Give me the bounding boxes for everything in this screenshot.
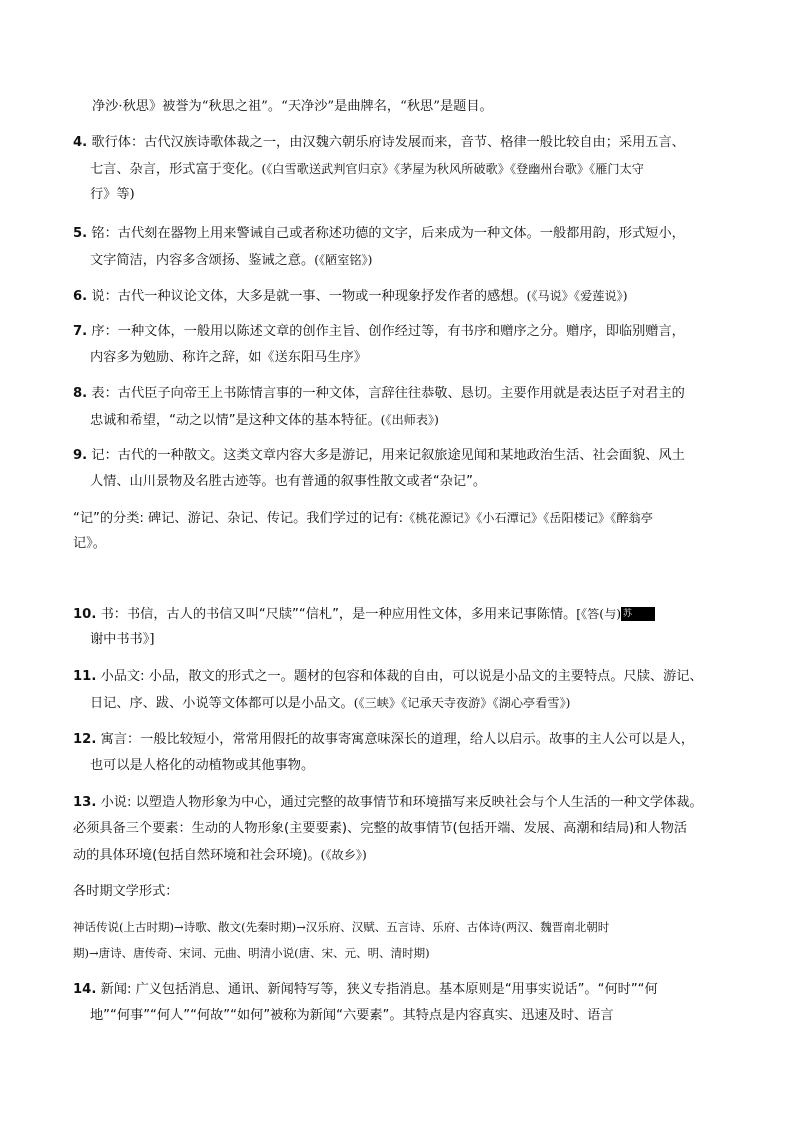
text-line <box>90 156 740 183</box>
item-number: 11. <box>73 669 97 684</box>
item-number: 6. <box>73 289 88 304</box>
item-text: 表：古代臣子向帝王上书陈情言事的一种文体，言辞往往恭敬、恳切。主要作用就是表达臣子对君主的 <box>91 386 685 401</box>
text-line: 谢中书书》] <box>90 632 155 647</box>
section-heading: 各时期文学形式： <box>73 884 179 899</box>
text-line: 也可以是人格化的动植物或其他事物。 <box>90 758 315 773</box>
text-line: 记》。 <box>73 536 106 551</box>
item-number: 14. <box>73 982 97 997</box>
item-number: 4. <box>73 135 88 150</box>
list-item <box>73 283 733 310</box>
item-text-reference: 《桃花源记》《小石潭记》《岳阳楼记》《醉翁亭 <box>403 511 653 525</box>
list-item <box>73 443 733 469</box>
text-line <box>90 690 740 717</box>
item-number: 10. <box>73 607 97 622</box>
text-line: 地”“何事”“何人”“何故”“如何”被称为新闻“六要素”。其特点是内容真实、迅速及时、语言 <box>90 1008 614 1023</box>
item-text: 文字简洁，内容多含颂扬、鉴诫之意。 <box>90 253 315 268</box>
list-item <box>73 664 733 690</box>
text-line <box>73 505 733 532</box>
item-number: 5. <box>73 226 88 241</box>
text-line <box>90 247 740 274</box>
text-line: 神话传说(上古时期)→诗歌、散文(先秦时期)→汉乐府、汉赋、五言诗、乐府、古体诗(两汉、魏晋南北朝时 <box>73 920 610 934</box>
item-number: 9. <box>73 448 88 463</box>
list-item <box>73 319 733 345</box>
item-text-reference: (《白雪歌送武判官归京》《茅屋为秋风所破歌》《登幽州台歌》《雁门太守 <box>261 162 644 176</box>
item-text: 日记、序、跋、小说等文体都可以是小品文。 <box>90 696 354 711</box>
item-text-reference: (《故乡》) <box>320 848 367 862</box>
list-item <box>73 727 733 753</box>
item-text-reference: (《三峡》《记承天寺夜游》《湖心亭看雪》) <box>353 696 571 710</box>
text-line: 必须具备三个要素：生动的人物形象(主要要素)、完整的故事情节(包括开端、发展、高潮和结局)和人物活 <box>73 821 688 836</box>
list-item <box>73 790 733 816</box>
item-text-reference: (《出师表》) <box>380 413 439 427</box>
item-text: 七言、杂言，形式富于变化。 <box>90 162 262 177</box>
text-line: 人情、山川景物及名胜古迹等。也有普通的叙事性散文或者“杂记”。 <box>90 474 487 489</box>
item-text: 书：书信，古人的书信又叫“尺牍”“信札”，是一种应用性文体，多用来记事陈情。 <box>100 607 577 622</box>
item-number: 8. <box>73 386 88 401</box>
item-number: 12. <box>73 732 97 747</box>
item-text: 序：一种文体，一般用以陈述文章的创作主旨、创作经过等，有书序和赠序之分。赠序，即临别赠言， <box>91 324 685 339</box>
item-text: 动的具体环境(包括自然环境和社会环境)。 <box>73 848 321 863</box>
item-text: 说：古代一种议论文体，大多是就一事、一物或一种现象抒发作者的感想。 <box>91 289 527 304</box>
item-text: 小说: 以塑造人物形象为中心，通过完整的故事情节和环境描写来反映社会与个人生活的一种文学体裁。 <box>100 795 703 810</box>
list-item <box>73 381 733 407</box>
item-text: 新闻: 广义包括消息、通讯、新闻特写等，狭义专指消息。基本原则是“用事实说话”。“何时”“何 <box>100 982 658 997</box>
text-line: 净沙·秋思》被誉为“秋思之祖”。“天净沙”是曲牌名，“秋思”是题目。 <box>92 99 493 114</box>
item-text: 铭：古代刻在器物上用来警诫自己或者称述功德的文字，后来成为一种文体。一般都用韵，形式短小， <box>91 226 685 241</box>
item-text-reference: (《马说》《爱莲说》) <box>526 289 628 303</box>
list-item <box>73 977 733 1003</box>
text-line: 内容多为勉励、称许之辞，如《送东阳马生序》 <box>90 350 367 365</box>
item-number: 13. <box>73 795 97 810</box>
list-item <box>73 130 733 156</box>
item-text: 寓言：一般比较短小，常常用假托的故事寄寓意味深长的道理，给人以启示。故事的主人公可以是人， <box>100 732 695 747</box>
item-text: 记：古代的一种散文。这类文章内容大多是游记，用来记叙旅途见闻和某地政治生活、社会面貌、风土 <box>91 448 685 463</box>
item-number: 7. <box>73 324 88 339</box>
redaction-box: 苏 <box>621 607 655 621</box>
paragraph-text: “记”的分类: 碑记、游记、杂记、传记。我们学过的记有: <box>73 511 404 526</box>
text-line: 行》等) <box>90 187 135 202</box>
text-line <box>73 842 733 869</box>
item-text-reference: [《答(与) <box>576 607 622 621</box>
text-line: 期)→唐诗、唐传奇、宋词、元曲、明清小说(唐、宋、元、明、清时期) <box>73 946 430 960</box>
item-text: 忠诚和希望，“动之以情”是这种文体的基本特征。 <box>90 413 381 428</box>
item-text: 歌行体：古代汉族诗歌体裁之一，由汉魏六朝乐府诗发展而来，音节、格律一般比较自由；采用五言、 <box>91 135 685 150</box>
text-line <box>90 407 740 434</box>
item-text-reference: (《陋室铭》) <box>314 253 373 267</box>
list-item <box>73 221 733 247</box>
item-text: 小品文: 小品，散文的形式之一。题材的包容和体裁的自由，可以说是小品文的主要特点。尺牍、游记、 <box>100 669 703 684</box>
list-item <box>73 601 733 628</box>
